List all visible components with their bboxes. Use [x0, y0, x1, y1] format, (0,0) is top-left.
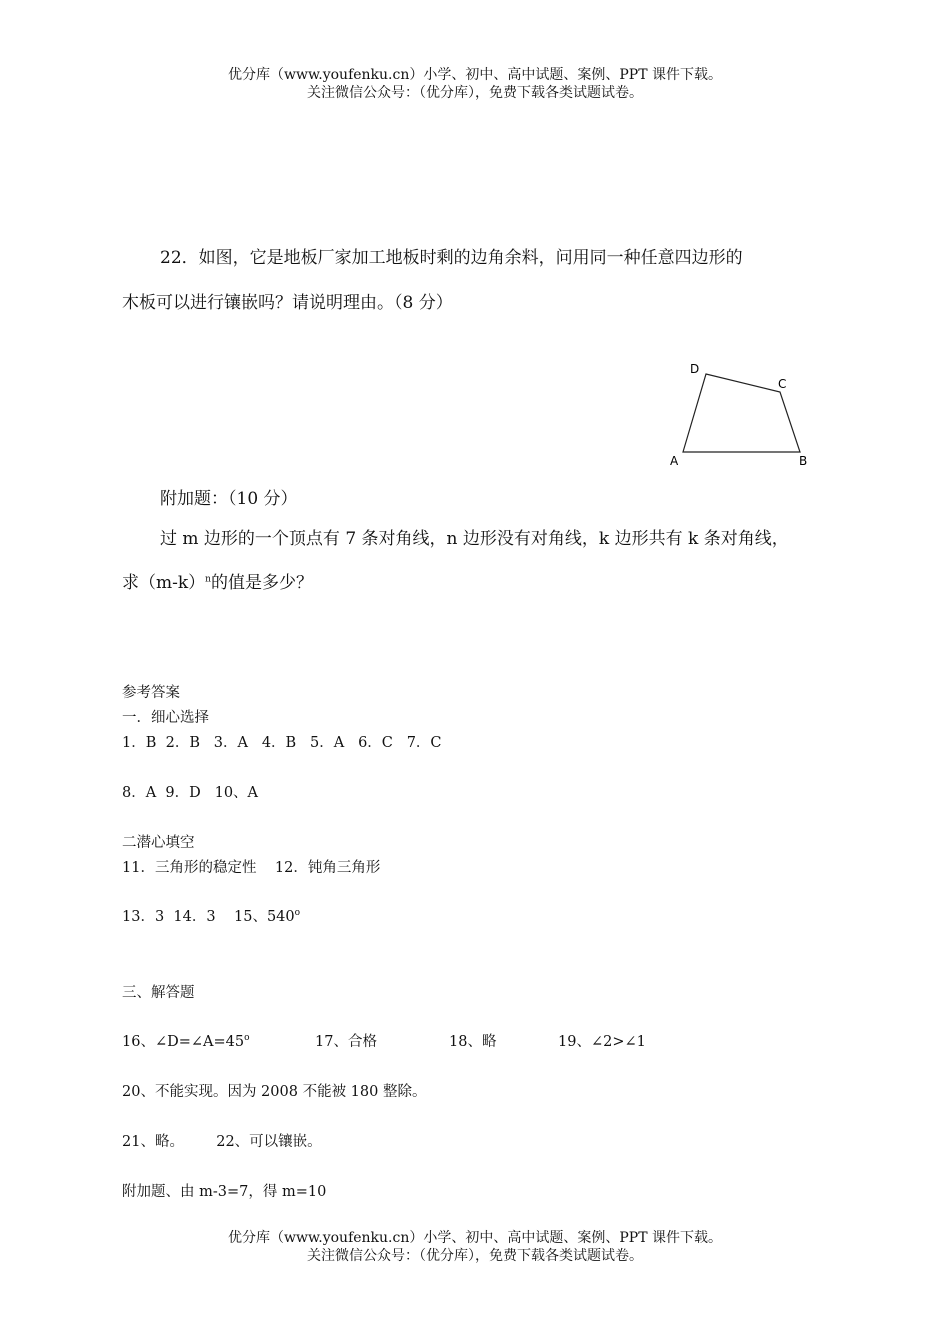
answer-17: 17、合格	[315, 1034, 377, 1050]
question-22-line-1: 22．如图，它是地板厂家加工地板时剩的边角余料，问用同一种任意四边形的	[160, 248, 743, 268]
answer-18: 18、略	[449, 1034, 497, 1050]
vertex-label-d: D	[690, 362, 700, 376]
bonus-question-line-1: 过 m 边形的一个顶点有 7 条对角线，n 边形没有对角线，k 边形共有 k 条对角线，	[160, 529, 789, 549]
answers-row-4-text: 13．3 14．3 15、540	[122, 909, 295, 925]
bonus-line-2-suffix: 的值是多少？	[210, 573, 313, 593]
answer-20: 20、不能实现。因为 2008 不能被 180 整除。	[122, 1084, 427, 1100]
answers-row-1: 1．B 2．B 3．A 4．B 5．A 6．C 7．C	[122, 735, 442, 751]
header-line-1: 优分库（www.youfenku.cn）小学、初中、高中试题、案例、PPT 课件下载。	[227, 67, 722, 83]
degree-mark: o	[294, 908, 301, 919]
vertex-label-b: B	[799, 454, 808, 468]
answer-16-degree: o	[244, 1033, 250, 1044]
bonus-answer: 附加题、由 m-3=7，得 m=10	[122, 1184, 327, 1200]
vertex-label-a: A	[670, 454, 679, 468]
question-22-line-2: 木板可以进行镶嵌吗？请说明理由。（8 分）	[122, 293, 453, 313]
answers-section-1: 一．细心选择	[122, 710, 209, 726]
page-footer	[0, 1229, 950, 1265]
answers-section-3: 三、解答题	[122, 985, 195, 1001]
answer-16-text: 16、∠D=∠A=45	[122, 1034, 245, 1050]
answers-section-2: 二潜心填空	[122, 835, 195, 851]
footer-line-2: 关注微信公众号：（优分库），免费下载各类试题试卷。	[307, 1248, 643, 1264]
answers-row-4	[122, 905, 300, 926]
answer-21-22: 21、略。 22、可以镶嵌。	[122, 1134, 322, 1150]
answers-row-3: 11．三角形的稳定性 12．钝角三角形	[122, 860, 381, 876]
page-header	[0, 66, 950, 102]
answer-19: 19、∠2>∠1	[558, 1034, 646, 1050]
header-line-2: 关注微信公众号：（优分库），免费下载各类试题试卷。	[307, 85, 643, 101]
bonus-line-2-prefix: 求（m-k）	[122, 573, 206, 593]
vertex-label-c: C	[778, 377, 787, 391]
bonus-exponent: n	[205, 574, 211, 585]
bonus-title: 附加题：（10 分）	[160, 489, 298, 509]
answers-row-2: 8．A 9．D 10、A	[122, 785, 259, 801]
answers-heading: 参考答案	[122, 685, 180, 701]
quadrilateral-figure	[660, 355, 820, 473]
answer-16	[122, 1030, 250, 1051]
bonus-question-line-2	[122, 568, 313, 593]
footer-line-1: 优分库（www.youfenku.cn）小学、初中、高中试题、案例、PPT 课件下载。	[227, 1230, 722, 1246]
